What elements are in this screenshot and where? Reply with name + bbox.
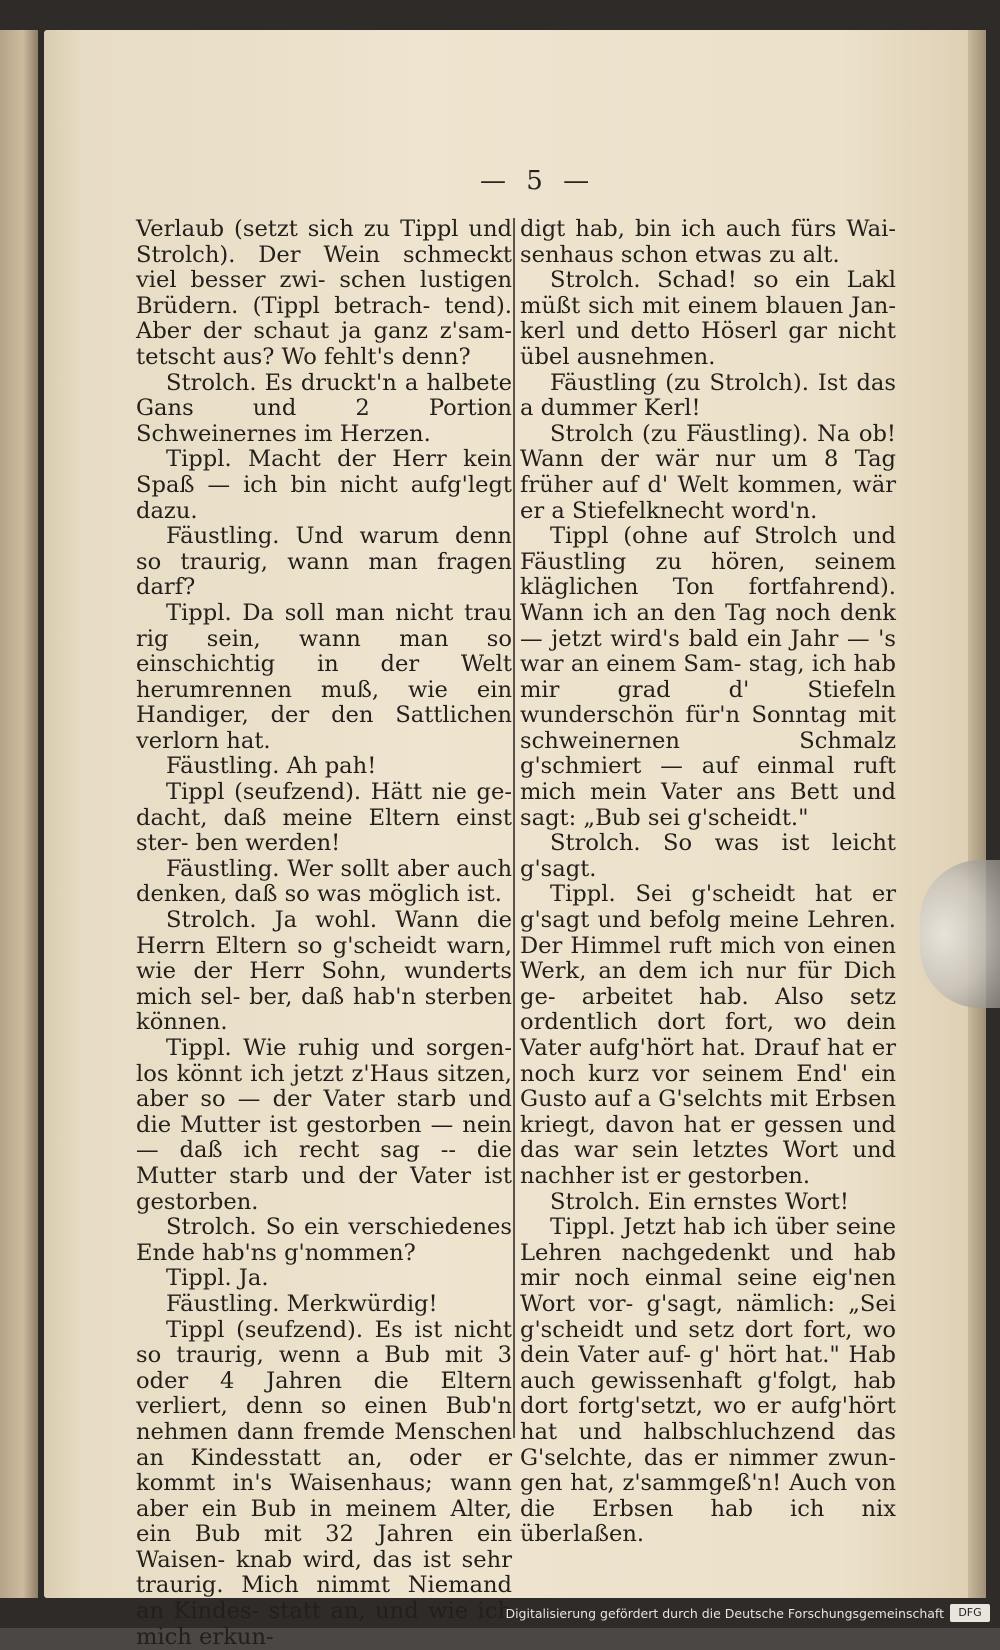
paragraph: Tippl (ohne auf Strolch und Fäustling zu hören, seinem kläglichen Ton fortfahrend). Wann ich an den Tag noch denk — jetzt wird's bald ein Jahr — 's war an einem Sam- stag, ich hab mir grad d' Stiefeln wunderschön für'n Sonntag mit schweinernen Schmalz g'schmiert — auf einmal ruft mich mein Vater ans Bett und sagt: „Bub sei g'scheidt." bbox=[520, 523, 896, 831]
page-fore-edge bbox=[968, 30, 986, 1598]
paragraph: Tippl. Wie ruhig und sorgen- los könnt ich jetzt z'Haus sitzen, aber so — der Vater starb und die Mutter ist gestorben — nein — daß ich recht sag -- die Mutter starb und der Vater ist gestorben. bbox=[136, 1035, 512, 1215]
paragraph: Tippl. Jetzt hab ich über seine Lehren nachgedenkt und hab mir noch einmal seine eig'nen Wort vor- g'sagt, nämlich: „Sei g'scheidt und setz dort fort, wo dein Vater auf- g' hört hat." Hab auch gewissenhaft g'folgt, hab dort fortg'setzt, wo er aufg'hört hat und halbschluchzend das G'selchte, das er nimmer zwun- gen hat, z'sammgeß'n! Auch von die Erbsen hab ich nix überlaßen. bbox=[520, 1214, 896, 1548]
previous-page-edge bbox=[0, 30, 38, 1598]
paragraph: Tippl (seufzend). Hätt nie ge- dacht, daß meine Eltern einst ster- ben werden! bbox=[136, 779, 512, 857]
dfg-logo: DFG bbox=[950, 1604, 990, 1622]
paragraph: Tippl. Ja. bbox=[166, 1265, 269, 1292]
paragraph: Strolch (zu Fäustling). Na ob! Wann der wär nur um 8 Tag früher auf d' Welt kommen, wär er a Stiefelknecht word'n. bbox=[520, 420, 896, 524]
paragraph: Fäustling. Merkwürdig! bbox=[166, 1290, 438, 1317]
paragraph: Fäustling. Und warum denn so traurig, wann man fragen darf? bbox=[136, 523, 512, 601]
left-column bbox=[136, 217, 512, 1650]
paragraph: digt hab, bin ich auch fürs Wai- senhaus schon etwas zu alt. bbox=[520, 216, 896, 268]
paragraph: Strolch. Ja wohl. Wann die Herrn Eltern so g'scheidt warn, wie der Herr Sohn, wunderts mich sel- ber, daß hab'n sterben können. bbox=[136, 907, 512, 1036]
page-number: — 5 — bbox=[480, 166, 596, 196]
paragraph: Fäustling. Wer sollt aber auch denken, daß so was möglich ist. bbox=[136, 855, 512, 908]
paragraph: Tippl. Macht der Herr kein Spaß — ich bin nicht aufg'legt dazu. bbox=[136, 446, 512, 524]
paragraph: Tippl. Da soll man nicht trau rig sein, wann man so einschichtig in der Welt herumrennen muß, wie ein Handiger, der den Sattlichen verlorn hat. bbox=[136, 599, 512, 754]
right-column bbox=[520, 217, 896, 1548]
paragraph: Strolch. So ein verschiedenes Ende hab'ns g'nommen? bbox=[136, 1214, 512, 1266]
paragraph: Strolch. Schad! so ein Lakl müßt sich mit einem blauen Jan- kerl und detto Höserl gar nicht übel ausnehmen. bbox=[520, 267, 896, 370]
column-divider bbox=[513, 218, 515, 1438]
paragraph: Fäustling. Ah pah! bbox=[166, 753, 377, 780]
paragraph: Strolch. So was ist leicht g'sagt. bbox=[520, 830, 896, 882]
digitization-credit: Digitalisierung gefördert durch die Deutsche Forschungsgemeinschaft bbox=[505, 1606, 944, 1621]
paragraph: Verlaub (setzt sich zu Tippl und Strolch). Der Wein schmeckt viel besser zwi- schen lustigen Brüdern. (Tippl betrach- tend). Aber der schaut ja ganz z'sam- tetscht aus? Wo fehlt's denn? bbox=[136, 216, 512, 370]
paragraph: Strolch. Ein ernstes Wort! bbox=[550, 1188, 850, 1215]
paragraph: Strolch. Es druckt'n a halbete Gans und 2 Portion Schweinernes im Herzen. bbox=[136, 369, 512, 447]
paragraph: Tippl (seufzend). Es ist nicht so traurig, wenn a Bub mit 3 oder 4 Jahren die Eltern verliert, denn so einen Bub'n nehmen dann fremde Menschen an Kindesstatt an, oder er kommt in's Waisenhaus; wann aber ein Bub in meinem Alter, ein Bub mit 32 Jahren ein Waisen- knab wird, das ist sehr traurig. Mich nimmt Niemand an Kindes- statt an, und wie ich mich erkun- bbox=[136, 1316, 512, 1650]
paragraph: Fäustling (zu Strolch). Ist das a dummer Kerl! bbox=[520, 369, 896, 422]
paragraph: Tippl. Sei g'scheidt hat er g'sagt und befolg meine Lehren. Der Himmel ruft mich von einen Werk, an dem ich nur für Dich ge- arbeitet hab. Also setz ordentlich dort fort, wo dein Vater aufg'hört hat. Drauf hat er noch kurz vor seinem End' ein Gusto auf a G'selchts mit Erbsen kriegt, davon hat er gessen und das war sein letztes Wort und nachher ist er gestorben. bbox=[520, 881, 896, 1189]
